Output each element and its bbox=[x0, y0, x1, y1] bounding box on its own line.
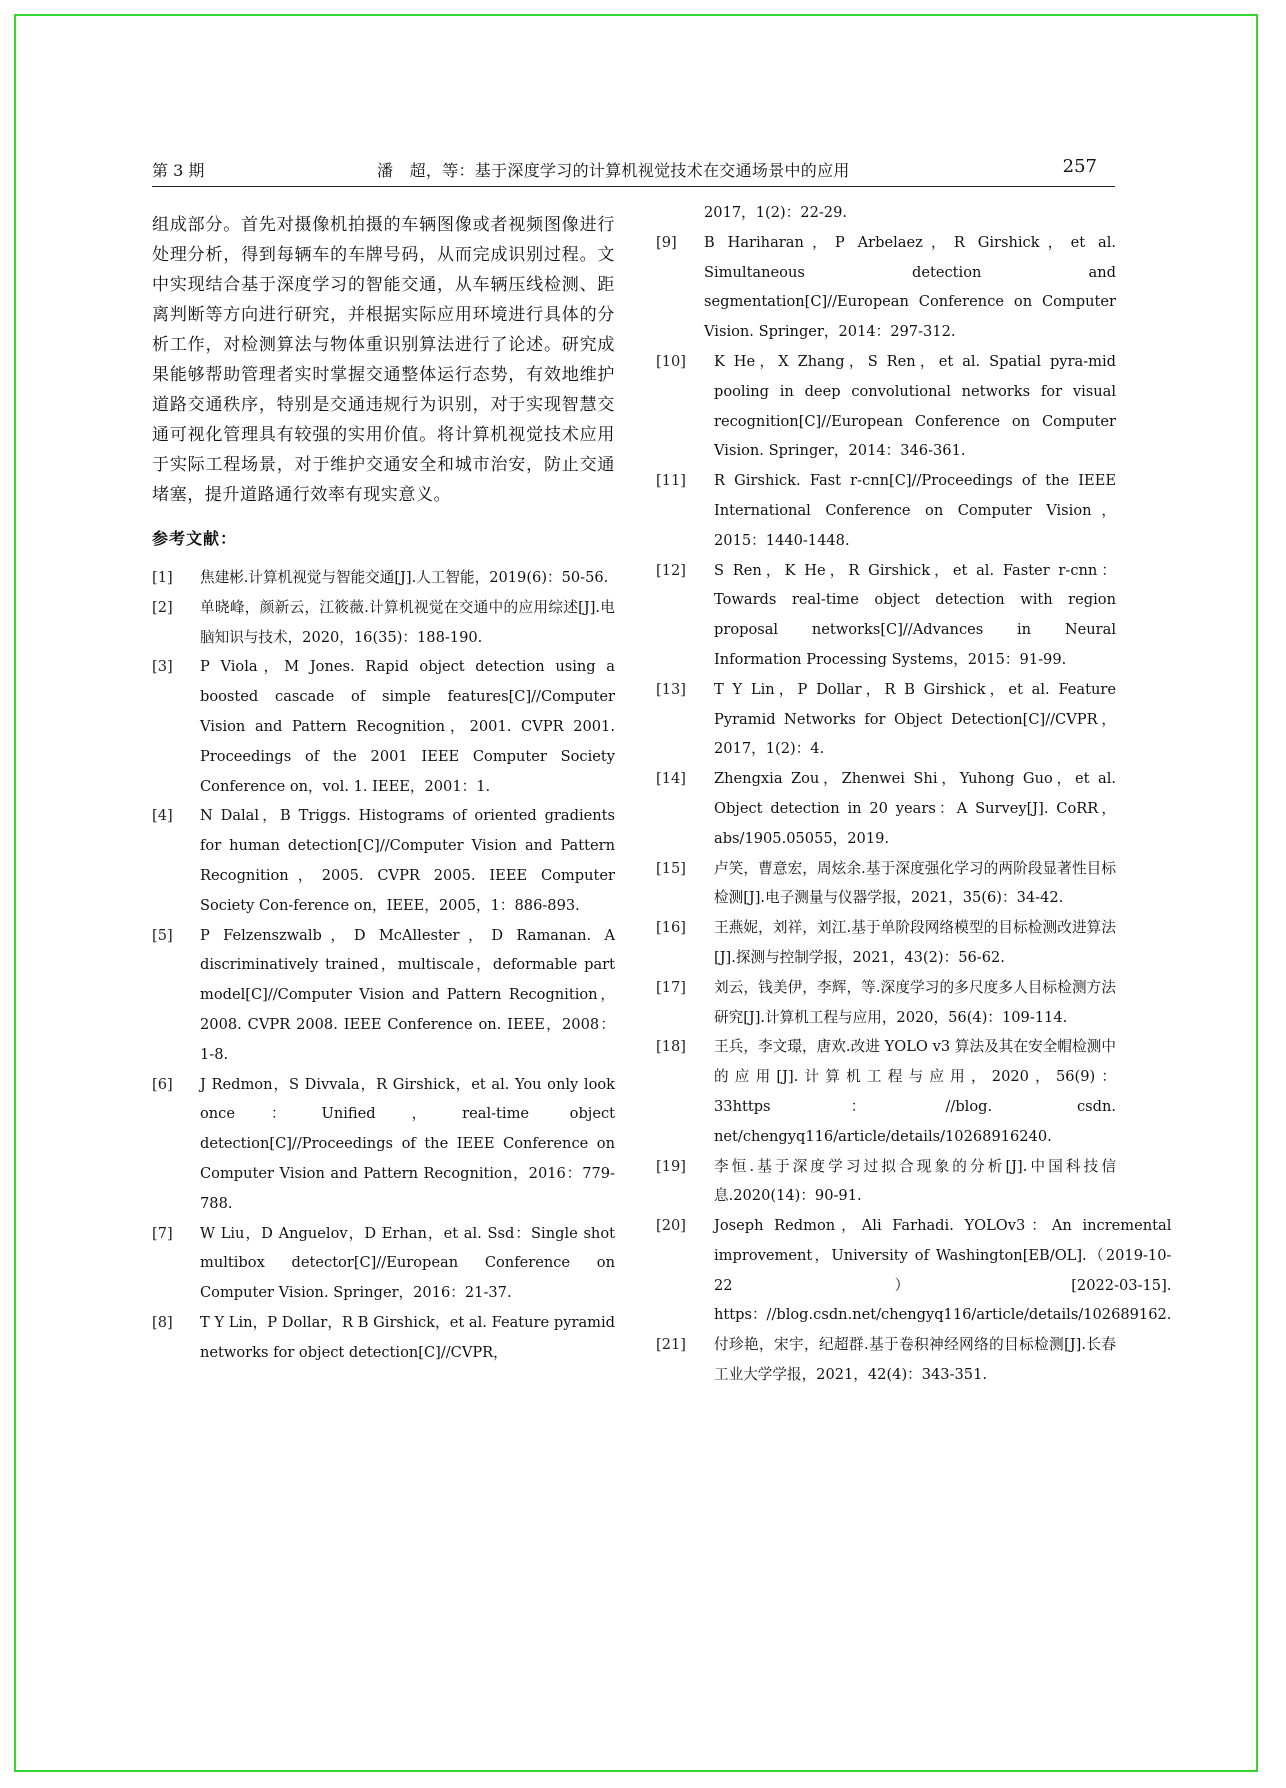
reference-item bbox=[656, 228, 1116, 347]
reference-number: [17] bbox=[656, 978, 686, 996]
reference-item bbox=[656, 1032, 1116, 1151]
reference-number: [14] bbox=[656, 770, 686, 788]
reference-number: [18] bbox=[656, 1038, 686, 1056]
page-header bbox=[152, 156, 1115, 187]
reference-number: [7] bbox=[152, 1224, 173, 1242]
reference-item bbox=[656, 347, 1116, 466]
reference-item bbox=[152, 593, 615, 653]
reference-text: K He，X Zhang，S Ren，et al. Spatial pyra-mid pooling in deep convolutional networks for visual recognition[C]//European Conference on Computer Vision. Springer，2014：346-361. bbox=[714, 352, 1116, 460]
conclusion-paragraph: 组成部分。首先对摄像机拍摄的车辆图像或者视频图像进行处理分析，得到每辆车的车牌号码，从而完成识别过程。文中实现结合基于深度学习的智能交通，从车辆压线检测、距离判断等方向进行研究，并根据实际应用环境进行具体的分析工作，对检测算法与物体重识别算法进行了论述。研究成果能够帮助管理者实时掌握交通整体运行态势，有效地维护道路交通秩序，特别是交通违规行为识别，对于实现智慧交通可视化管理具有较强的实用价值。将计算机视觉技术应用于实际工程场景，对于维护交通安全和城市治安，防止交通堵塞，提升道路通行效率有现实意义。 bbox=[152, 215, 615, 505]
reference-text: Zhengxia Zou，Zhenwei Shi，Yuhong Guo，et al. Object detection in 20 years：A Survey[J]. CoRR，abs/1905.05055，2019. bbox=[714, 770, 1116, 847]
running-title: 潘 超，等：基于深度学习的计算机视觉技术在交通场景中的应用 bbox=[377, 161, 850, 180]
left-column bbox=[152, 210, 615, 1368]
reference-text: Joseph Redmon，Ali Farhadi. YOLOv3：An incremental improvement，University of Washington[EB/OL].（2019-10-22）[2022-03-15]. https：//blog.csdn.net/chengyq116/article/details/102689162. bbox=[714, 1217, 1172, 1324]
page-number: 257 bbox=[1062, 156, 1097, 177]
reference-number: [10] bbox=[656, 352, 686, 370]
reference-number: [11] bbox=[656, 472, 686, 490]
reference-text: R Girshick. Fast r-cnn[C]//Proceedings of the IEEE International Conference on Computer Vision，2015：1440-1448. bbox=[714, 472, 1116, 549]
reference-item bbox=[152, 1308, 615, 1368]
reference-number: [21] bbox=[656, 1336, 686, 1354]
reference-item bbox=[656, 466, 1116, 555]
reference-text: S Ren，K He，R Girshick，et al. Faster r-cnn：Towards real-time object detection with region proposal networks[C]//Advances in Neural Information Processing Systems，2015：91-99. bbox=[714, 561, 1116, 668]
reference-continuation: 2017，1(2)：22-29. bbox=[704, 204, 847, 221]
reference-number: [9] bbox=[656, 233, 677, 251]
reference-item bbox=[656, 764, 1116, 853]
issue-label: 第 3 期 bbox=[152, 161, 205, 180]
reference-item bbox=[152, 1070, 615, 1219]
reference-number: [6] bbox=[152, 1075, 173, 1093]
reference-text: N Dalal，B Triggs. Histograms of oriented gradients for human detection[C]//Computer Vision and Pattern Recognition，2005. CVPR 2005. IEEE Computer Society Con-ference on，IEEE，2005，1：886-893. bbox=[200, 807, 615, 914]
reference-text: 刘云，钱美伊，李辉，等.深度学习的多尺度多人目标检测方法研究[J].计算机工程与应用，2020，56(4)：109-114. bbox=[714, 978, 1116, 1026]
reference-number: [2] bbox=[152, 598, 173, 616]
reference-text: 单晓峰，颜新云，江筱薇.计算机视觉在交通中的应用综述[J].电脑知识与技术，2020，16(35)：188-190. bbox=[200, 598, 615, 646]
reference-text: P Viola，M Jones. Rapid object detection using a boosted cascade of simple features[C]//Computer Vision and Pattern Recognition，2001. CVPR 2001. Proceedings of the 2001 IEEE Computer Society Conference on，vol. 1. IEEE，2001：1. bbox=[200, 658, 615, 795]
reference-text: P Felzenszwalb，D McAllester，D Ramanan. A discriminatively trained，multiscale，deformable part model[C]//Computer Vision and Pattern Recognition，2008. CVPR 2008. IEEE Conference on. IEEE，2008：1-8. bbox=[200, 926, 615, 1063]
reference-item bbox=[152, 801, 615, 920]
reference-item bbox=[152, 921, 615, 1070]
reference-number: [8] bbox=[152, 1313, 173, 1331]
right-column bbox=[656, 198, 1172, 1390]
reference-item bbox=[656, 854, 1116, 914]
reference-text: B Hariharan，P Arbelaez，R Girshick，et al. Simultaneous detection and segmentation[C]//European Conference on Computer Vision. Springer，2014：297-312. bbox=[704, 233, 1116, 341]
reference-number: [4] bbox=[152, 807, 173, 825]
reference-text: T Y Lin，P Dollar，R B Girshick，et al. Feature pyramid networks for object detection[C]//CVPR， bbox=[200, 1313, 615, 1361]
reference-number: [3] bbox=[152, 658, 173, 676]
reference-item bbox=[656, 973, 1116, 1033]
reference-list-left bbox=[152, 563, 615, 1368]
reference-item bbox=[152, 563, 615, 593]
reference-list-right bbox=[656, 228, 1172, 1390]
reference-number: [5] bbox=[152, 926, 173, 944]
reference-number: [12] bbox=[656, 561, 686, 579]
reference-number: [13] bbox=[656, 680, 686, 698]
reference-item bbox=[656, 1211, 1172, 1330]
reference-item bbox=[656, 1152, 1116, 1212]
reference-number: [19] bbox=[656, 1157, 686, 1175]
reference-item bbox=[152, 1219, 615, 1308]
reference-text: J Redmon，S Divvala，R Girshick，et al. You only look once：Unified，real-time object detection[C]//Proceedings of the IEEE Conference on Computer Vision and Pattern Recognition，2016：779-788. bbox=[200, 1075, 615, 1212]
reference-text: T Y Lin，P Dollar，R B Girshick，et al. Feature Pyramid Networks for Object Detection[C]//CVPR，2017，1(2)：4. bbox=[714, 680, 1116, 758]
reference-text: 王燕妮，刘祥，刘江.基于单阶段网络模型的目标检测改进算法[J].探测与控制学报，2021，43(2)：56-62. bbox=[714, 919, 1116, 966]
reference-item bbox=[656, 913, 1116, 973]
reference-text: 李恒.基于深度学习过拟合现象的分析[J].中国科技信息.2020(14)：90-91. bbox=[714, 1157, 1116, 1205]
reference-number: [15] bbox=[656, 859, 686, 877]
references-heading: 参考文献： bbox=[152, 529, 238, 548]
reference-item bbox=[656, 1330, 1116, 1390]
reference-number: [20] bbox=[656, 1217, 686, 1235]
reference-text: W Liu，D Anguelov，D Erhan，et al. Ssd：Single shot multibox detector[C]//European Conference on Computer Vision. Springer，2016：21-37. bbox=[200, 1224, 615, 1302]
reference-number: [1] bbox=[152, 569, 173, 586]
reference-number: [16] bbox=[656, 919, 686, 937]
reference-item bbox=[656, 675, 1116, 764]
reference-text: 焦建彬.计算机视觉与智能交通[J].人工智能，2019(6)：50-56. bbox=[200, 569, 609, 586]
reference-item bbox=[152, 652, 615, 801]
reference-text: 王兵，李文璟，唐欢.改进 YOLO v3 算法及其在安全帽检测中的应用[J].计算机工程与应用，2020，56(9)：33https：//blog. csdn. net/chengyq116/article/details/10268916240. bbox=[714, 1038, 1116, 1145]
reference-text: 卢笑，曹意宏，周炫余.基于深度强化学习的两阶段显著性目标检测[J].电子测量与仪器学报，2021，35(6)：34-42. bbox=[714, 859, 1116, 907]
reference-item bbox=[656, 556, 1116, 675]
reference-text: 付珍艳，宋宇，纪超群.基于卷积神经网络的目标检测[J].长春工业大学学报，2021，42(4)：343-351. bbox=[714, 1336, 1116, 1384]
